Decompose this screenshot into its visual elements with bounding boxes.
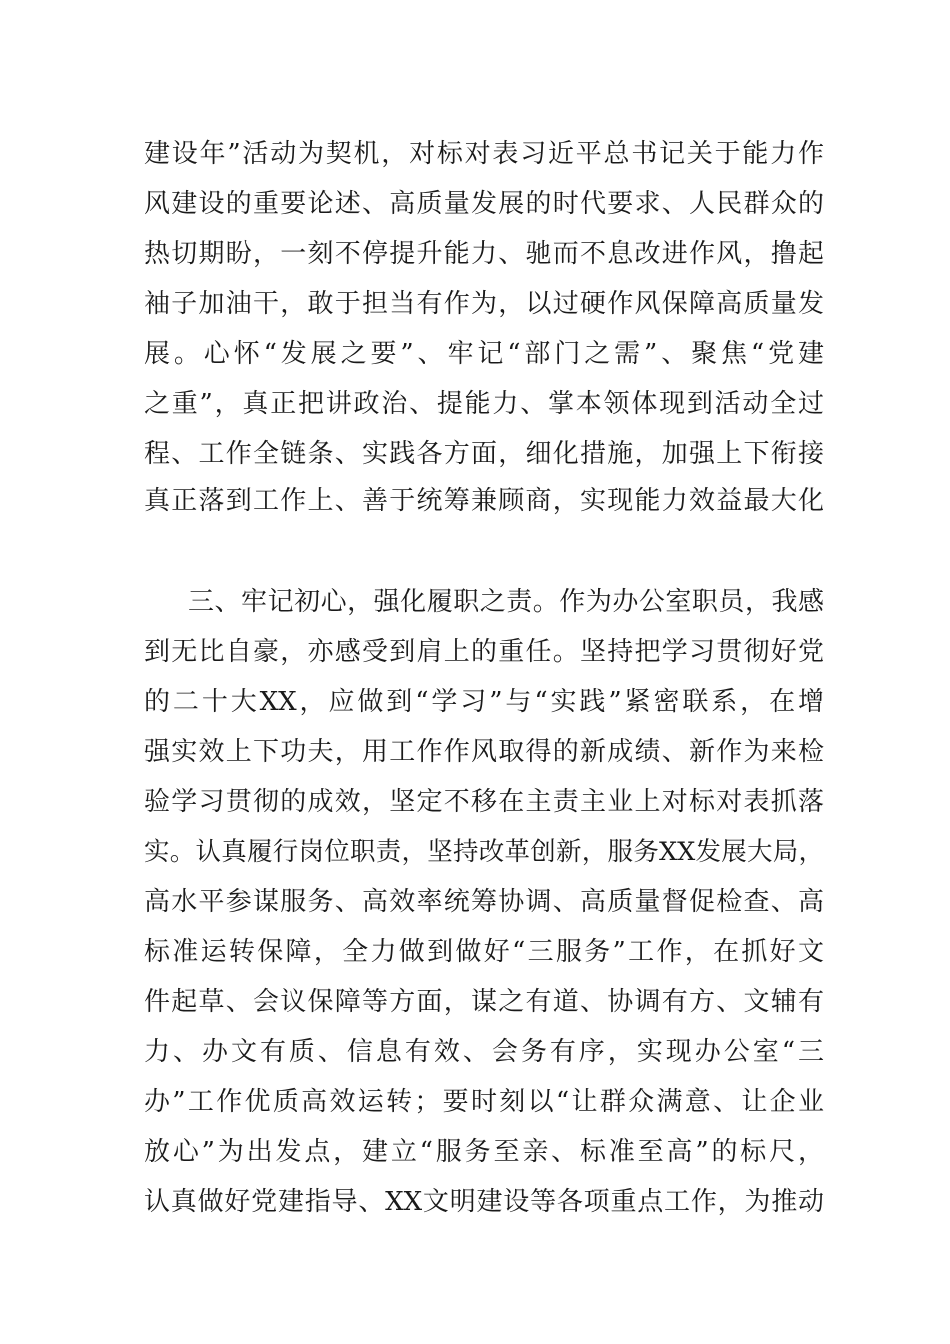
text-line: 的二十大XX，应做到“学习”与“实践”紧密联系，在增 [144,687,824,717]
text-line: 强实效上下功夫，用工作作风取得的新成绩、新作为来检 [144,737,824,767]
text-line: 建设年”活动为契机，对标对表习近平总书记关于能力作 [144,139,824,169]
text-line: 程、工作全链条、实践各方面，细化措施，加强上下衔接 [144,439,824,469]
text-line: 力、办文有质、信息有效、会务有序，实现办公室“三 [144,1037,824,1067]
text-line: 放心”为出发点，建立“服务至亲、标准至高”的标尺， [144,1137,824,1167]
text-line: 风建设的重要论述、高质量发展的时代要求、人民群众的 [144,189,824,219]
text-line: 三、牢记初心，强化履职之责。作为办公室职员，我感 [188,587,824,617]
text-line: 验学习贯彻的成效，坚定不移在主责主业上对标对表抓落 [144,787,824,817]
text-line: 之重”，真正把讲政治、提能力、掌本领体现到活动全过 [144,389,824,419]
text-line: 件起草、会议保障等方面，谋之有道、协调有方、文辅有 [144,987,824,1017]
text-line: 到无比自豪，亦感受到肩上的重任。坚持把学习贯彻好党 [144,637,824,667]
text-line: 标准运转保障，全力做到做好“三服务”工作，在抓好文 [144,937,824,967]
text-line: 认真做好党建指导、XX文明建设等各项重点工作，为推动 [144,1187,824,1217]
text-line: 实。认真履行岗位职责，坚持改革创新，服务XX发展大局， [144,837,824,867]
text-line: 真正落到工作上、善于统筹兼顾商，实现能力效益最大化 [144,486,824,516]
text-line: 热切期盼，一刻不停提升能力、驰而不息改进作风，撸起 [144,239,824,269]
text-line: 袖子加油干，敢于担当有作为，以过硬作风保障高质量发 [144,289,824,319]
text-line: 展。心怀“发展之要”、牢记“部门之需”、聚焦“党建 [144,339,824,369]
text-line: 办”工作优质高效运转；要时刻以“让群众满意、让企业 [144,1087,824,1117]
text-line: 高水平参谋服务、高效率统筹协调、高质量督促检查、高 [144,887,824,917]
